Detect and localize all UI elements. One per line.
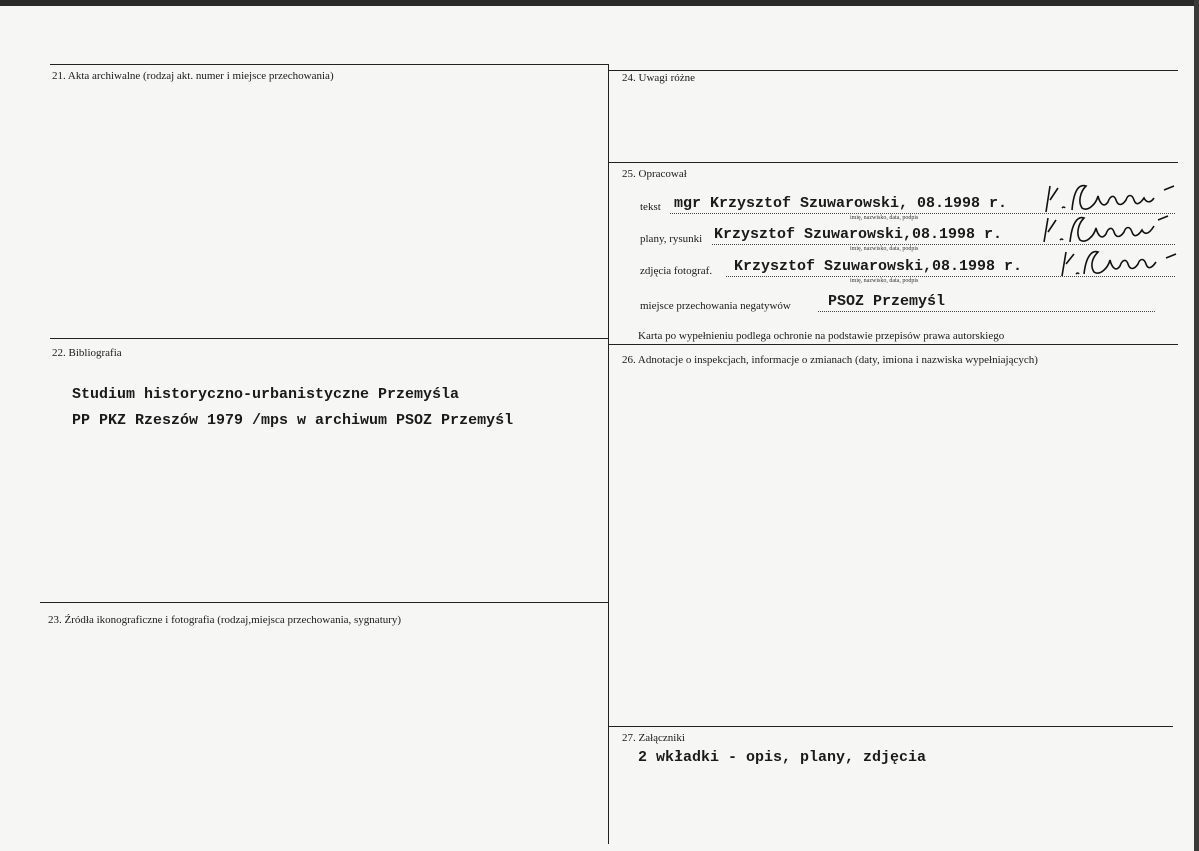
negatywy-value: PSOZ Przemyśl [828,293,946,310]
negatywy-label: miejsce przechowania negatywów [640,300,791,312]
section-24-label: 24. Uwagi różne [622,72,696,84]
bibliography-line-2: PP PKZ Rzeszów 1979 /mps w archiwum PSOZ Przemyśl [72,412,514,429]
section-21-label: 21. Akta archiwalne (rodzaj akt. numer i miejsce przechowania) [52,70,334,82]
negatywy-dotted-line [818,311,1155,312]
rule-top-left [50,64,608,65]
signature-tekst [1040,182,1190,216]
rule-21-22 [50,338,608,339]
section-23-label: 23. Źródła ikonograficzne i fotografia (rodzaj,miejsca przechowania, sygnatury) [48,614,402,626]
zdjecia-caption: imię, nazwisko, data, podpis [850,278,919,284]
scan-right-edge [1194,0,1199,851]
signature-zdjecia [1056,246,1186,280]
section-22-label: 22. Bibliografia [52,347,122,359]
tekst-value: mgr Krzysztof Szuwarowski, 08.1998 r. [674,195,1008,212]
section-25-label: 25. Opracował [622,168,687,180]
rule-24-25 [608,162,1178,163]
attachments-value: 2 wkładki - opis, plany, zdjęcia [638,749,927,766]
zdjecia-label: zdjęcia fotograf. [640,265,713,277]
rule-26-27 [608,726,1173,727]
copyright-note: Karta po wypełnieniu podlega ochronie na podstawie przepisów prawa autorskiego [638,330,1005,342]
rule-25-26 [608,344,1178,345]
plany-value: Krzysztof Szuwarowski,08.1998 r. [714,226,1003,243]
rule-22-23 [40,602,608,603]
bibliography-line-1: Studium historyczno-urbanistyczne Przemyśla [72,386,460,403]
rule-center-vertical [608,64,609,844]
plany-caption: imię, nazwisko, data, podpis [850,246,919,252]
tekst-caption: imię, nazwisko, data, podpis [850,215,919,221]
plany-label: plany, rysunki [640,233,703,245]
rule-top-right [608,70,1178,71]
signature-plany [1036,214,1186,248]
section-26-label: 26. Adnotacje o inspekcjach, informacje o zmianach (daty, imiona i nazwiska wypełniających) [622,354,1038,366]
tekst-label: tekst [640,201,661,213]
scan-top-edge [0,0,1199,6]
section-27-label: 27. Załączniki [622,732,685,744]
zdjecia-value: Krzysztof Szuwarowski,08.1998 r. [734,258,1023,275]
